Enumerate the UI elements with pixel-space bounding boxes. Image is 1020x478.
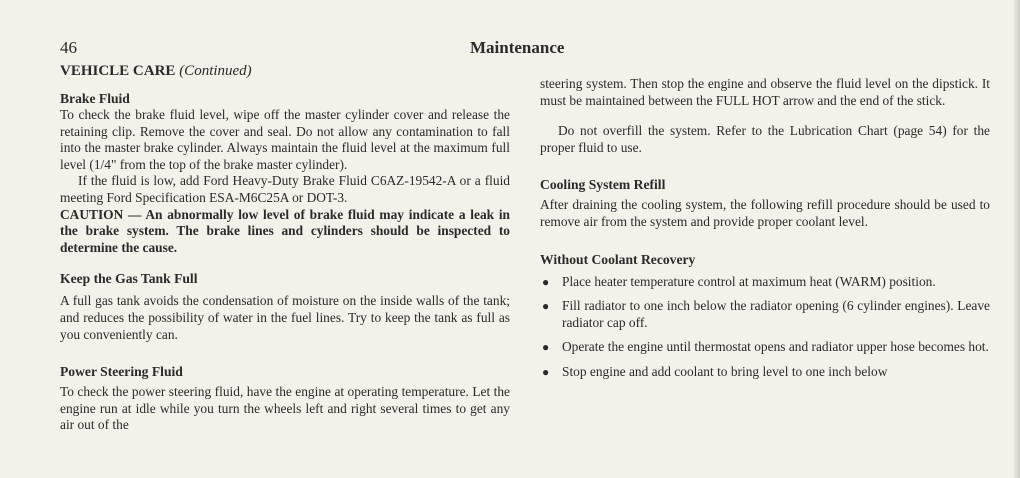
cooling-system-heading: Cooling System Refill — [540, 177, 666, 193]
power-steering-note: Do not overfill the system. Refer to the Lubrication Chart (page 54) for the proper fluid to use. — [540, 123, 990, 155]
brake-fluid-caution: CAUTION — An abnormally low level of brake fluid may indicate a leak in the brake system. The brake lines and cylinders should be inspected to determine the cause. — [60, 206, 510, 255]
brake-fluid-paragraph-2: If the fluid is low, add Ford Heavy-Duty Brake Fluid C6AZ-19542-A or a fluid meeting Ford Specification ESA-M6C25A or DOT-3. — [60, 173, 510, 205]
brake-fluid-paragraph-1: To check the brake fluid level, wipe off the master cylinder cover and release the retaining clip. Remove the cover and seal. Do not allow any contamination to fall into the master brake cylinder. Always maintain the fluid level at the maximum full level (1/4" from the top of the brake master cylinder). — [60, 107, 510, 172]
list-item-text: Operate the engine until thermostat opens and radiator upper hose becomes hot. — [562, 339, 989, 355]
section-title-text: VEHICLE CARE — [60, 63, 176, 79]
bullet-icon: ● — [542, 340, 550, 355]
bullet-icon: ● — [542, 364, 550, 379]
refill-steps-list — [540, 274, 990, 381]
left-column — [60, 62, 510, 434]
list-item-text: Fill radiator to one inch below the radiator opening (6 cylinder engines). Leave radiator cap off. — [562, 298, 990, 330]
list-item — [540, 274, 990, 291]
gas-tank-heading: Keep the Gas Tank Full — [60, 271, 198, 287]
bullet-icon: ● — [542, 299, 550, 314]
list-item — [540, 339, 990, 356]
section-title-continued: (Continued) — [179, 63, 252, 79]
list-item-text: Stop engine and add coolant to bring level to one inch below — [562, 363, 888, 379]
page-edge-shadow — [1014, 0, 1020, 478]
list-item — [540, 364, 990, 381]
power-steering-continued: steering system. Then stop the engine and observe the fluid level on the dipstick. It must be maintained between the FULL HOT arrow and the end of the stick. — [540, 76, 990, 108]
without-coolant-recovery-heading: Without Coolant Recovery — [540, 251, 696, 267]
list-item-text: Place heater temperature control at maximum heat (WARM) position. — [562, 273, 936, 289]
page-number: 46 — [60, 38, 77, 57]
section-title — [60, 62, 510, 80]
bullet-icon: ● — [542, 274, 550, 289]
cooling-system-paragraph: After draining the cooling system, the following refill procedure should be used to remove air from the system and provide proper coolant level. — [540, 197, 990, 229]
gas-tank-paragraph: A full gas tank avoids the condensation of moisture on the inside walls of the tank; and reduces the possibility of water in the fuel lines. Try to keep the tank as full as you conveniently can. — [60, 293, 510, 342]
power-steering-heading: Power Steering Fluid — [60, 364, 183, 380]
brake-fluid-heading: Brake Fluid — [60, 91, 130, 106]
running-title: Maintenance — [470, 38, 565, 57]
right-column — [540, 76, 990, 389]
power-steering-paragraph: To check the power steering fluid, have the engine at operating temperature. Let the engine run at idle while you turn the wheels left and right several times to get any air out of the — [60, 384, 510, 433]
list-item — [540, 298, 990, 331]
